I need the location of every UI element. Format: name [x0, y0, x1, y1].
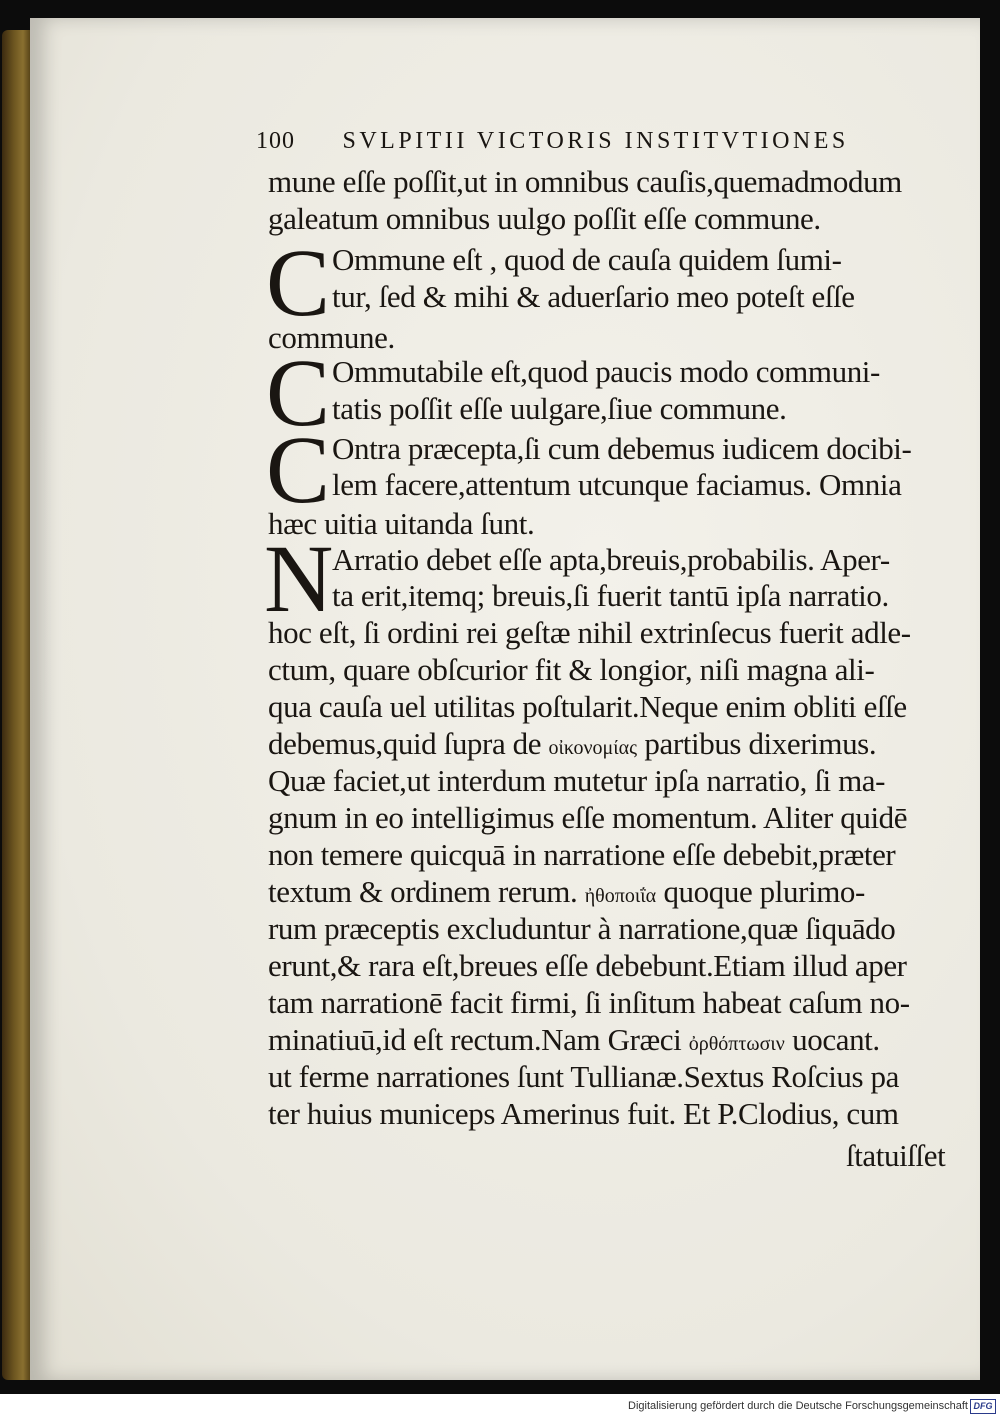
greek-word-oikonomia: οἰκονομίας — [548, 737, 638, 759]
text-line: ta erit,itemq; breuis,ſi fuerit tantū ipſa narratio. — [332, 578, 889, 613]
funding-credit: Digitalisierung gefördert durch die Deutsche Forschungsgemeinschaft — [628, 1400, 968, 1412]
text-line: tur, ſed & mihi & aduerſario meo poteſt eſſe — [332, 279, 855, 314]
text-line: commune. — [268, 320, 395, 355]
text-line — [268, 874, 865, 914]
text-line: mune eſſe poſſit,ut in omnibus cauſis,quemadmodum — [268, 164, 902, 199]
text-line: tam narrationē facit firmi, ſi inſitum habeat caſum no- — [268, 985, 910, 1020]
drop-initial-c-2: C — [266, 339, 331, 446]
text-line: ctum, quare obſcurior fit & longior, niſi magna ali- — [268, 652, 875, 687]
text-line: Ommune eſt , quod de cauſa quidem ſumi- — [332, 242, 842, 277]
text-segment: debemus,quid ſupra de — [268, 726, 542, 761]
drop-initial-c-3: C — [266, 416, 331, 523]
text-line: galeatum omnibus uulgo poſſit eſſe commune. — [268, 201, 821, 236]
greek-word-ethopoiia: ἠθοποιΐα — [584, 885, 657, 907]
catchword: ſtatuiſſet — [846, 1138, 946, 1173]
dfg-logo: DFG — [970, 1399, 996, 1414]
text-line: ter huius municeps Amerinus fuit. Et P.Clodius, cum — [268, 1096, 899, 1131]
text-line: gnum in eo intelligimus eſſe momentum. Aliter quidē — [268, 800, 908, 835]
text-segment: partibus dixerimus. — [644, 726, 877, 761]
text-line: tatis poſſit eſſe uulgare,ſiue commune. — [332, 391, 787, 426]
text-line: Quæ faciet,ut interdum mutetur ipſa narratio, ſi ma- — [268, 763, 886, 798]
text-line — [268, 726, 876, 766]
text-line: qua cauſa uel utilitas poſtularit.Neque enim obliti eſſe — [268, 689, 907, 724]
text-line: Ontra præcepta,ſi cum debemus iudicem docibi- — [332, 431, 912, 466]
text-line: lem facere,attentum utcunque faciamus. Omnia — [332, 467, 902, 502]
page-number: 100 — [256, 128, 295, 154]
text-line: erunt,& rara eſt,breues eſſe debebunt.Etiam illud aper — [268, 948, 907, 983]
drop-initial-n: N — [264, 525, 334, 632]
text-line: rum præceptis excluduntur à narratione,quæ ſiquādo — [268, 911, 896, 946]
footer-bar — [0, 1394, 1000, 1419]
drop-initial-c-1: C — [266, 229, 331, 336]
text-line: Arratio debet eſſe apta,breuis,probabilis. Aper- — [332, 542, 890, 577]
text-line: hoc eſt, ſi ordini rei geſtæ nihil extrinſecus fuerit adle- — [268, 615, 911, 650]
greek-word-orthoptosin: ὀρθόπτωσιν — [688, 1033, 785, 1055]
text-line: Ommutabile eſt,quod paucis modo communi- — [332, 354, 880, 389]
running-title: SVLPITII VICTORIS INSTITVTIONES — [342, 128, 849, 154]
text-line: hæc uitia uitanda ſunt. — [268, 506, 535, 541]
text-line: non temere quicquā in narratione eſſe debebit,præter — [268, 837, 896, 872]
text-line: ut ferme narrationes ſunt Tullianæ.Sextus Roſcius pa — [268, 1059, 900, 1094]
text-segment: textum & ordinem rerum. — [268, 874, 578, 909]
text-line — [268, 1022, 880, 1062]
running-head — [256, 128, 956, 155]
book-spine-edge — [2, 30, 32, 1380]
text-segment: uocant. — [792, 1022, 880, 1057]
text-segment: minatiuū,id eſt rectum.Nam Græci — [268, 1022, 682, 1057]
text-segment: quoque plurimo- — [663, 874, 865, 909]
